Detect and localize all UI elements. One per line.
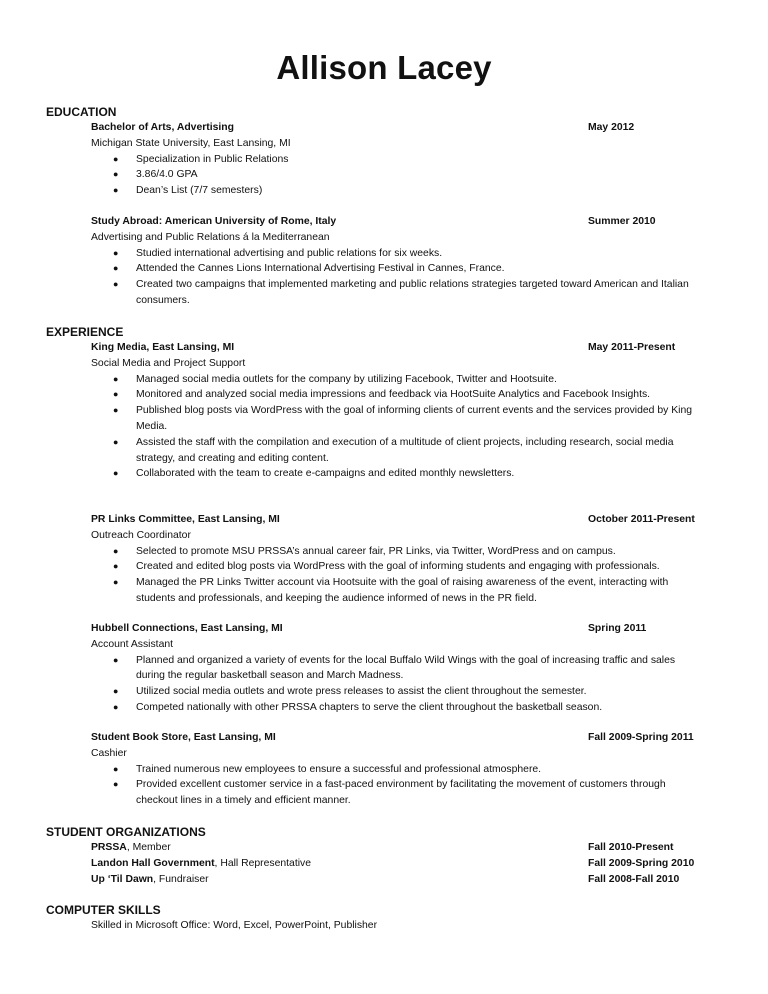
organization-item: Up ‘Til Dawn, Fundraiser Fall 2008-Fall 2010 bbox=[91, 872, 731, 888]
bullet-item: ● Published blog posts via WordPress with the goal of informing clients of current events and the services provided by King Media. bbox=[113, 405, 693, 432]
bullet-list bbox=[91, 544, 731, 607]
bullet-icon: ● bbox=[113, 389, 119, 400]
organizations-list bbox=[91, 840, 731, 887]
bullet-item: ● Managed social media outlets for the company by utilizing Facebook, Twitter and Hootsuite. bbox=[91, 372, 696, 388]
experience-entry-1 bbox=[91, 340, 731, 482]
bullet-icon: ● bbox=[113, 577, 119, 588]
bullet-list bbox=[91, 653, 731, 716]
entry-title: King Media, East Lansing, MI bbox=[91, 342, 235, 353]
entry-title: PR Links Committee, East Lansing, MI bbox=[91, 514, 280, 525]
experience-entry-2 bbox=[91, 512, 731, 607]
bullet-item: ● Provided excellent customer service in a fast-paced environment by facilitating the movement of customers through checkout lines in a timely and efficient manner. bbox=[113, 779, 666, 807]
bullet-list bbox=[91, 762, 731, 809]
bullet-icon: ● bbox=[113, 468, 119, 479]
bullet-item: ● Created two campaigns that implemented marketing and public relations strategies targeted toward American and Italian consumers. bbox=[113, 279, 689, 306]
entry-date: Summer 2010 bbox=[588, 216, 656, 227]
bullet-item: ● 3.86/4.0 GPA bbox=[91, 167, 696, 183]
bullet-icon: ● bbox=[113, 763, 119, 774]
skills-text: Skilled in Microsoft Office: Word, Excel, PowerPoint, Publisher bbox=[91, 920, 378, 931]
bullet-item: ● Selected to promote MSU PRSSA’s annual career fair, PR Links, via Twitter, WordPress and on campus. bbox=[91, 544, 696, 560]
entry-date: May 2011-Present bbox=[588, 342, 676, 353]
entry-subtitle: Michigan State University, East Lansing, MI bbox=[91, 137, 291, 149]
organization-item: PRSSA, Member Fall 2010-Present bbox=[91, 840, 731, 856]
bullet-item: ● Dean’s List (7/7 semesters) bbox=[91, 183, 696, 199]
entry-date: Fall 2009-Spring 2010 bbox=[588, 857, 695, 869]
bullet-item: ● Collaborated with the team to create e-campaigns and edited monthly newsletters. bbox=[91, 466, 696, 482]
bullet-item: ● Managed the PR Links Twitter account via Hootsuite with the goal of raising awareness of the event, interacting with students and professionals, and keeping the audience informed of news in the PR field. bbox=[113, 577, 669, 604]
entry-date: Fall 2010-Present bbox=[588, 842, 674, 853]
organization-item: Landon Hall Government, Hall Representative Fall 2009-Spring 2010 bbox=[91, 856, 731, 872]
bullet-list bbox=[91, 372, 731, 483]
bullet-list bbox=[91, 152, 731, 199]
bullet-item: ● Created and edited blog posts via WordPress with the goal of informing students and engaging with professionals. bbox=[91, 559, 696, 575]
bullet-icon: ● bbox=[113, 701, 119, 712]
bullet-item: ● Studied international advertising and public relations for six weeks. bbox=[91, 246, 696, 262]
entry-date: Fall 2009-Spring 2011 bbox=[588, 732, 694, 743]
entry-subtitle: Cashier bbox=[91, 747, 127, 759]
bullet-item: ● Monitored and analyzed social media impressions and feedback via HootSuite Analytics and Facebook Insights. bbox=[91, 387, 696, 403]
organizations-heading: STUDENT ORGANIZATIONS bbox=[46, 825, 206, 839]
bullet-item: ● Attended the Cannes Lions International Advertising Festival in Cannes, France. bbox=[91, 261, 696, 277]
entry-subtitle: Account Assistant bbox=[91, 638, 174, 650]
entry-date: Spring 2011 bbox=[588, 623, 647, 634]
bullet-item: ● Competed nationally with other PRSSA chapters to serve the client throughout the basketball season. bbox=[91, 700, 696, 716]
entry-title: Bachelor of Arts, Advertising bbox=[91, 122, 234, 133]
bullet-icon: ● bbox=[113, 185, 119, 196]
skills-heading: COMPUTER SKILLS bbox=[46, 903, 161, 917]
bullet-item: ● Utilized social media outlets and wrote press releases to assist the client throughout the semester. bbox=[91, 684, 696, 700]
bullet-icon: ● bbox=[113, 545, 119, 556]
entry-subtitle: Advertising and Public Relations á la Mediterranean bbox=[91, 231, 330, 243]
experience-entry-4 bbox=[91, 730, 731, 809]
entry-subtitle: Outreach Coordinator bbox=[91, 529, 191, 541]
experience-entry-3 bbox=[91, 621, 731, 716]
bullet-item: ● Specialization in Public Relations bbox=[91, 152, 696, 168]
bullet-icon: ● bbox=[113, 263, 119, 274]
education-entry-1 bbox=[91, 120, 731, 199]
entry-date: May 2012 bbox=[588, 122, 635, 133]
bullet-icon: ● bbox=[113, 654, 119, 665]
bullet-item: ● Planned and organized a variety of events for the local Buffalo Wild Wings with the goal of increasing traffic and sales during the regular basketball season and March Madness. bbox=[113, 654, 676, 682]
bullet-icon: ● bbox=[113, 153, 119, 164]
education-heading: EDUCATION bbox=[46, 105, 117, 119]
entry-date: October 2011-Present bbox=[588, 514, 695, 525]
bullet-icon: ● bbox=[113, 561, 119, 572]
entry-title: Study Abroad: American University of Rome, Italy bbox=[91, 216, 337, 227]
entry-title: Student Book Store, East Lansing, MI bbox=[91, 732, 276, 743]
bullet-icon: ● bbox=[113, 686, 119, 697]
entry-subtitle: Social Media and Project Support bbox=[91, 357, 246, 369]
bullet-list bbox=[91, 246, 731, 309]
bullet-icon: ● bbox=[113, 247, 119, 258]
entry-title: Hubbell Connections, East Lansing, MI bbox=[91, 623, 283, 634]
entry-date: Fall 2008-Fall 2010 bbox=[588, 873, 680, 885]
bullet-icon: ● bbox=[113, 373, 119, 384]
bullet-icon: ● bbox=[113, 169, 119, 180]
resume-name: Allison Lacey bbox=[276, 49, 492, 86]
bullet-icon: ● bbox=[113, 405, 119, 416]
bullet-icon: ● bbox=[113, 779, 119, 790]
bullet-icon: ● bbox=[113, 436, 119, 447]
education-entry-2 bbox=[91, 214, 731, 309]
bullet-icon: ● bbox=[113, 279, 119, 290]
bullet-item: ● Trained numerous new employees to ensure a successful and professional atmosphere. bbox=[91, 762, 696, 778]
bullet-item: ● Assisted the staff with the compilation and execution of a multitude of client projects, including research, social media strategy, and creating and editing content. bbox=[113, 436, 674, 464]
experience-heading: EXPERIENCE bbox=[46, 325, 124, 339]
